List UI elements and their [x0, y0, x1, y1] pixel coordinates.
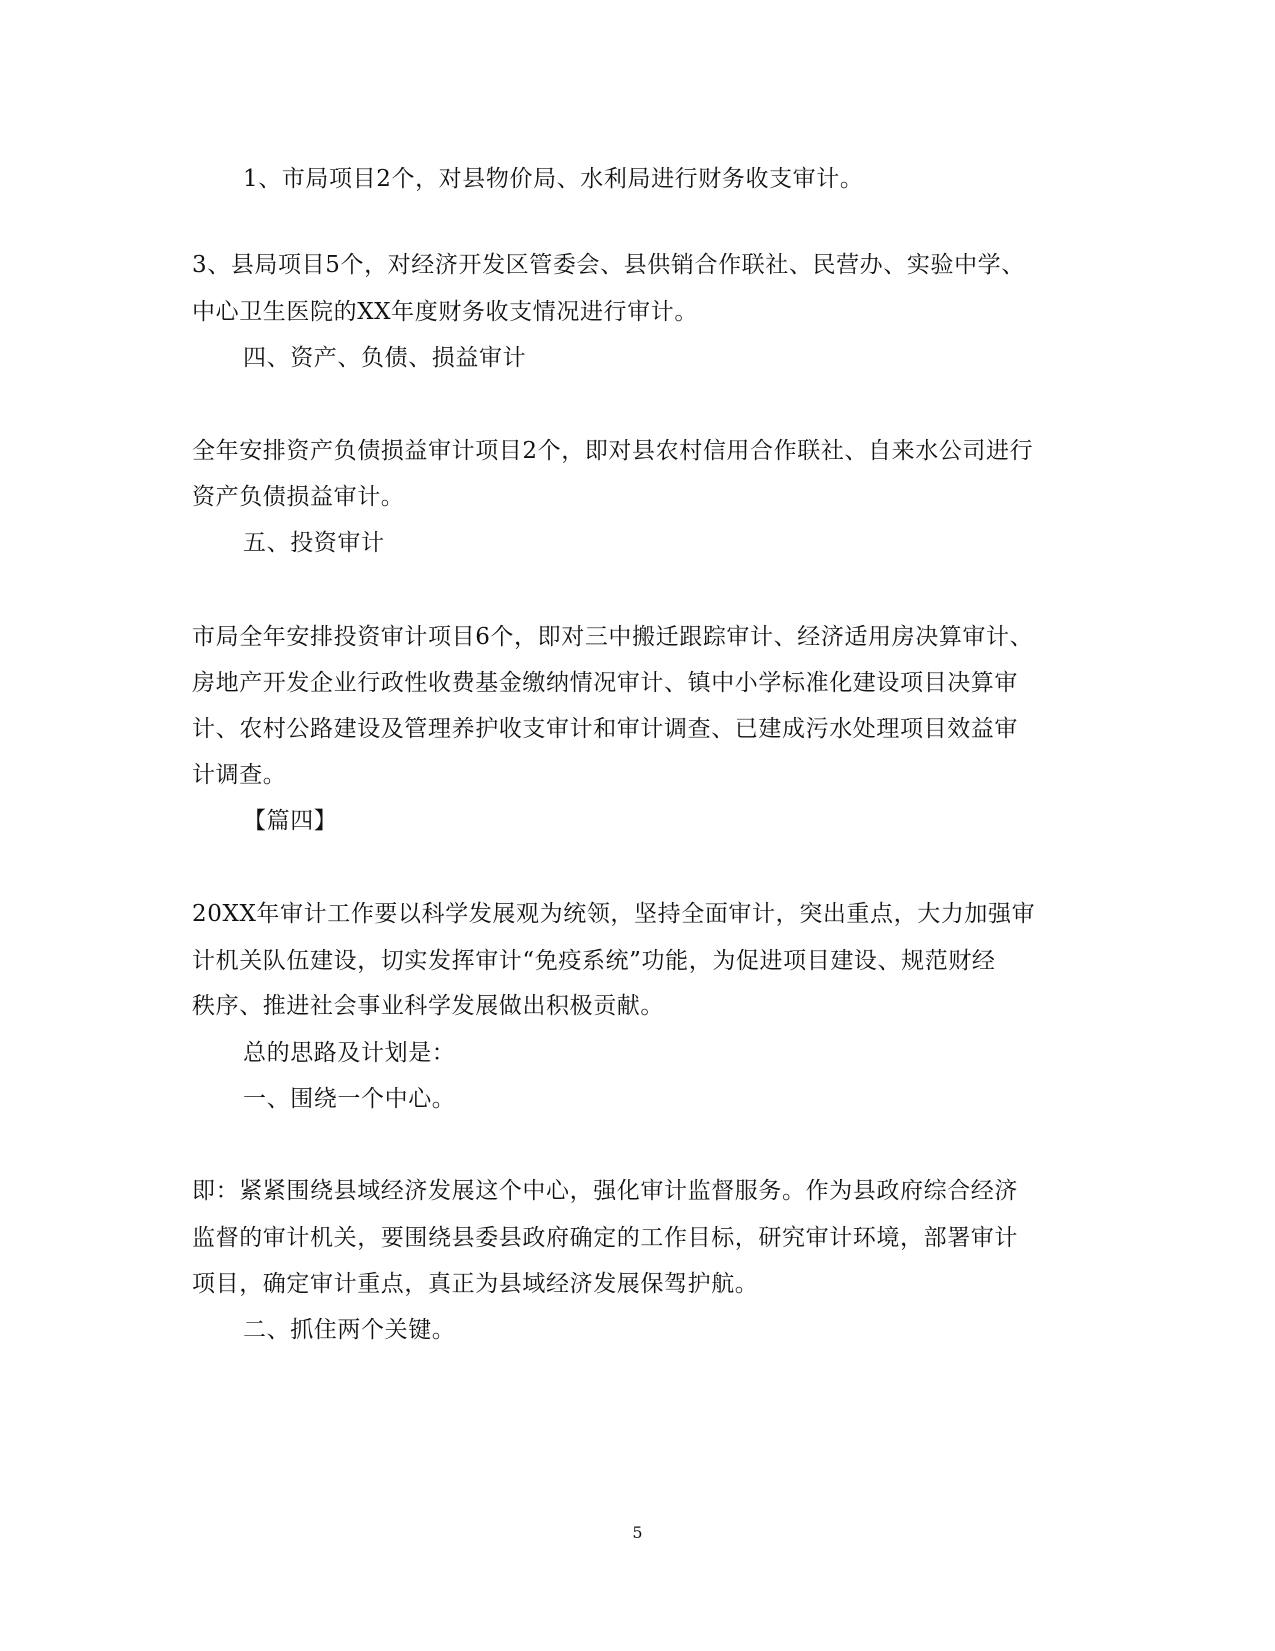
paragraph-line: 房地产开发企业行政性收费基金缴纳情况审计、镇中小学标准化建设项目决算审: [192, 670, 1018, 696]
paragraph-line: 计调查。: [192, 762, 287, 788]
page-number: 5: [632, 1523, 643, 1542]
paragraph-line: 20XX年审计工作要以科学发展观为统领，坚持全面审计，突出重点，大力加强审: [192, 901, 1036, 927]
paragraph-line: 总的思路及计划是：: [243, 1040, 456, 1066]
paragraph-line: 全年安排资产负债损益审计项目2个，即对县农村信用合作联社、自来水公司进行: [192, 438, 1034, 464]
paragraph-line: 监督的审计机关，要围绕县委县政府确定的工作目标，研究审计环境，部署审计: [192, 1225, 1018, 1251]
paragraph-line: 计机关队伍建设，切实发挥审计“免疫系统”功能，为促进项目建设、规范财经: [192, 948, 996, 974]
paragraph-line: 资产负债损益审计。: [192, 484, 405, 510]
paragraph-line: 项目，确定审计重点，真正为县域经济发展保驾护航。: [192, 1271, 759, 1297]
paragraph-line: 即：紧紧围绕县域经济发展这个中心，强化审计监督服务。作为县政府综合经济: [192, 1178, 1018, 1204]
paragraph-line: 市局全年安排投资审计项目6个，即对三中搬迁跟踪审计、经济适用房决算审计、: [192, 624, 1034, 650]
paragraph-line: 中心卫生医院的XX年度财务收支情况进行审计。: [192, 299, 698, 325]
section-heading: 一、围绕一个中心。: [243, 1086, 456, 1112]
paragraph-line: 计、农村公路建设及管理养护收支审计和审计调查、已建成污水处理项目效益审: [192, 716, 1018, 742]
section-heading: 二、抓住两个关键。: [243, 1317, 456, 1343]
paragraph-line: 秩序、推进社会事业科学发展做出积极贡献。: [192, 993, 664, 1019]
chapter-heading: 【篇四】: [243, 808, 338, 834]
section-heading: 四、资产、负债、损益审计: [243, 345, 527, 371]
section-heading: 五、投资审计: [243, 530, 385, 556]
paragraph-line: 1、市局项目2个，对县物价局、水利局进行财务收支审计。: [243, 166, 864, 192]
paragraph-line: 3、县局项目5个，对经济开发区管委会、县供销合作联社、民营办、实验中学、: [192, 252, 1025, 278]
